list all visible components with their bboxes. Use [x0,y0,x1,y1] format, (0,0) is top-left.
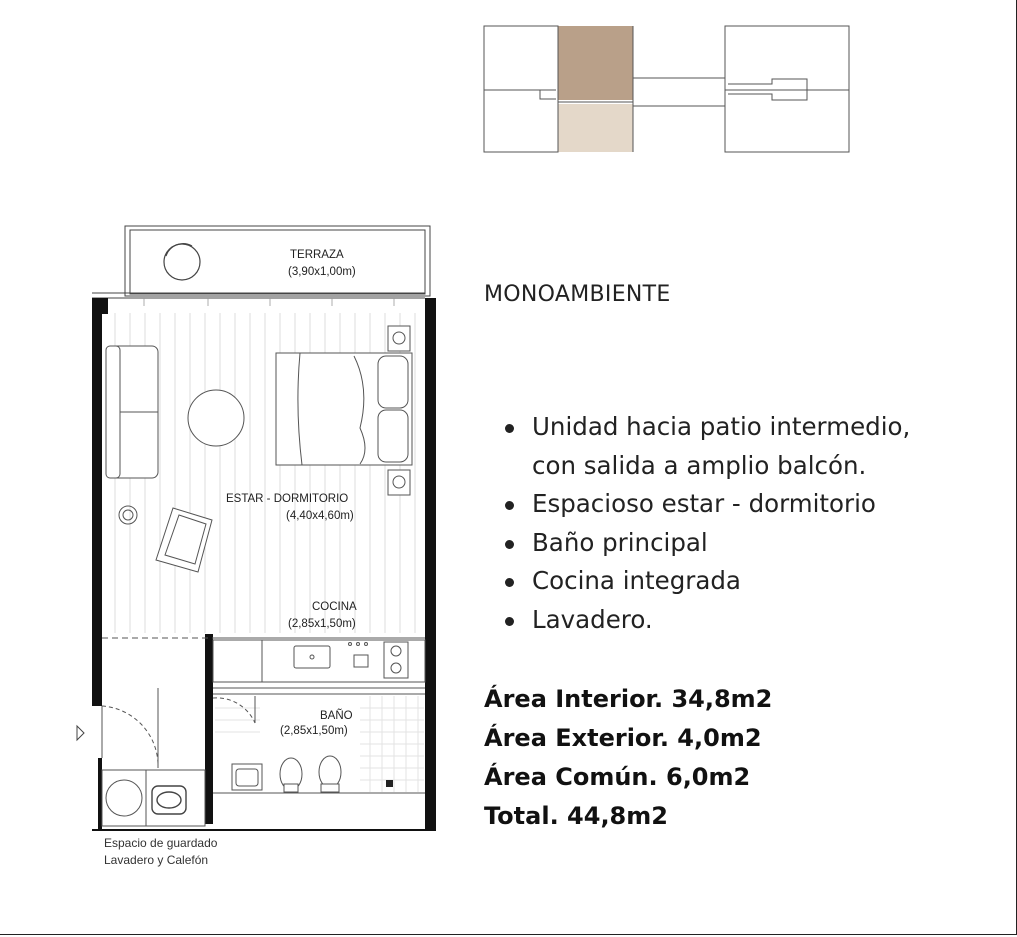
unit-type-title: MONOAMBIENTE [484,282,671,307]
side-table-icon [119,506,137,524]
estar-label: ESTAR - DORMITORIO [226,493,349,505]
area-summary [484,680,772,836]
area-comun: Área Común. 6,0m2 [484,763,751,791]
entrance-arrow-icon [77,726,84,740]
shower-drain-icon [386,780,393,787]
bano-dims: (2,85x1,50m) [280,725,348,737]
estar-dims: (4,40x4,60m) [286,510,354,522]
feature-text: Baño principal [532,527,708,557]
caption-line-2: Lavadero y Calefón [104,853,209,867]
bed-icon [276,353,412,465]
oven-icon [349,643,369,668]
armchair-icon [156,508,212,572]
cocina-label: COCINA [312,601,357,613]
kitchen-counter [102,638,425,682]
feature-text: Unidad hacia patio intermedio, [532,412,911,441]
caption-line-1: Espacio de guardado [104,836,218,850]
terrace-chair-icon [164,244,200,280]
area-exterior: Área Exterior. 4,0m2 [484,724,762,752]
bathroom-door [213,696,255,723]
keyplan-unit-highlight [558,26,633,100]
floor-plan [70,218,440,834]
feature-text: Cocina integrada [532,566,741,595]
sink-icon [294,646,330,668]
terraza-dims: (3,90x1,00m) [288,266,356,278]
key-plan [482,24,854,156]
feature-item [505,601,910,640]
bano-label: BAÑO [320,710,353,722]
feature-item [505,408,910,485]
feature-item [505,524,910,563]
coffee-table-icon [188,390,244,446]
terraza-label: TERRAZA [290,249,344,261]
feature-text-cont: con salida a amplio balcón. [532,450,867,480]
toilet-icon [319,756,341,792]
water-heater-icon [106,780,142,816]
feature-text: Espacioso estar - dormitorio [532,489,876,518]
sofa-icon [106,346,158,478]
feature-item [505,485,910,524]
area-total: Total. 44,8m2 [484,802,668,830]
washbasin-icon [232,764,262,790]
feature-item [505,562,910,601]
keyplan-adjacent-unit [558,104,633,152]
area-interior: Área Interior. 34,8m2 [484,685,773,713]
storage-caption [104,835,217,869]
cooktop-icon [384,642,408,678]
washing-machine-icon [152,786,186,814]
feature-list [505,408,910,639]
feature-text: Lavadero. [532,604,653,634]
cocina-dims: (2,85x1,50m) [288,618,356,630]
bidet-icon [280,758,302,792]
entrance-door [102,688,158,768]
